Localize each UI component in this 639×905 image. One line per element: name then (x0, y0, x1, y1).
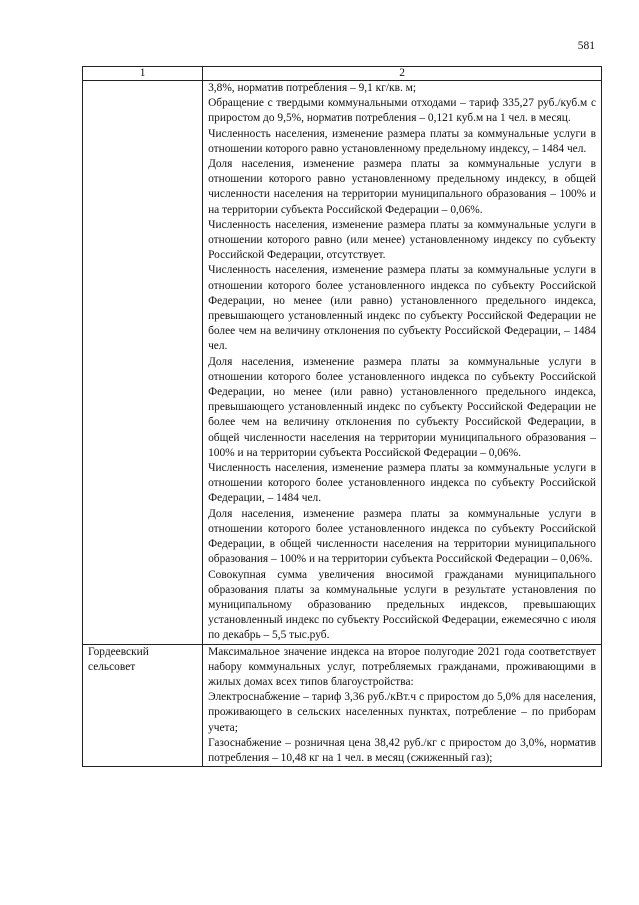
paragraph: 3,8%, норматив потребления – 9,1 кг/кв. м; (208, 82, 417, 94)
paragraph: Численность населения, изменение размера платы за коммунальные услуги в отношении которого более установленного индекса по субъекту Российской Федерации, – 1484 чел. (208, 462, 596, 505)
paragraph: Численность населения, изменение размера платы за коммунальные услуги в отношении которого равно (или менее) установленному индексу по субъекту Российской Федерации, отсутствует. (208, 218, 596, 262)
paragraph: Электроснабжение – тариф 3,36 руб./кВт.ч с приростом до 5,0% для населения, проживающего в сельских населенных пунктах, потребление – по приборам учета; (208, 691, 596, 734)
row-content (203, 644, 602, 767)
paragraph: Численность населения, изменение размера платы за коммунальные услуги в отношении которого более установленного индекса по субъекту Российской Федерации, но менее (или равно) установленного предельного индекса, превышающего установленный индекс по субъекту Российской Федерации не более чем на величину отклонения по субъекту Российской Федерации, – 1484 чел. (208, 264, 596, 353)
column-header-2: 2 (203, 67, 602, 81)
paragraph: Доля населения, изменение размера платы за коммунальные услуги в отношении которого равно установленному предельному индексу, в общей численности населения на территории муниципального образования – 100% и на территории субъекта Российской Федерации – 0,06%. (208, 158, 596, 216)
row-content (203, 81, 602, 645)
paragraph: Максимальное значение индекса на второе полугодие 2021 года соответствует набору коммунальных услуг, потребляемых гражданами, проживающими в жилых домах всех типов благоустройства: (208, 645, 596, 688)
table-header-row (83, 67, 602, 81)
paragraph: Доля населения, изменение размера платы за коммунальные услуги в отношении которого более установленного индекса по субъекту Российской Федерации, в общей численности населения на территории муниципального образования – 100% и на территории субъекта Российской Федерации – 0,06%. (208, 507, 596, 566)
paragraph: Обращение с твердыми коммунальными отходами – тариф 335,27 руб./куб.м с приростом до 9,5%, норматив потребления – 0,121 куб.м на 1 чел. в месяц. (208, 97, 596, 125)
paragraph: Доля населения, изменение размера платы за коммунальные услуги в отношении которого более установленного индекса по субъекту Российской Федерации, но менее (или равно) установленного предельного индекса, превышающего установленный индекс по субъекту Российской Федерации не более чем на величину отклонения по субъекту Российской Федерации, в общей численности населения на территории муниципального образования – 100% и на территории субъекта Российской Федерации – 0,06%. (208, 355, 596, 459)
table-row (83, 81, 602, 645)
document-table (82, 66, 602, 767)
paragraph: Газоснабжение – розничная цена 38,42 руб./кг с приростом до 3,0%, норматив потребления – 10,48 кг на 1 чел. в месяц (сжиженный газ); (208, 736, 596, 764)
table-row (83, 644, 602, 767)
column-header-1: 1 (83, 67, 203, 81)
municipality-name (83, 81, 203, 645)
page-number: 581 (577, 40, 595, 52)
paragraph: Совокупная сумма увеличения вносимой гражданами муниципального образования платы за коммунальные услуги в результате установления по муниципальному образованию предельных индексов, превышающих установленный индекс по субъекту Российской Федерации, ежемесячно с июля по декабрь – 5,5 тыс.руб. (208, 568, 596, 642)
paragraph: Численность населения, изменение размера платы за коммунальные услуги в отношении которого равно установленному предельному индексу, – 1484 чел. (208, 127, 596, 155)
municipality-name: Гордеевский сельсовет (83, 644, 203, 767)
